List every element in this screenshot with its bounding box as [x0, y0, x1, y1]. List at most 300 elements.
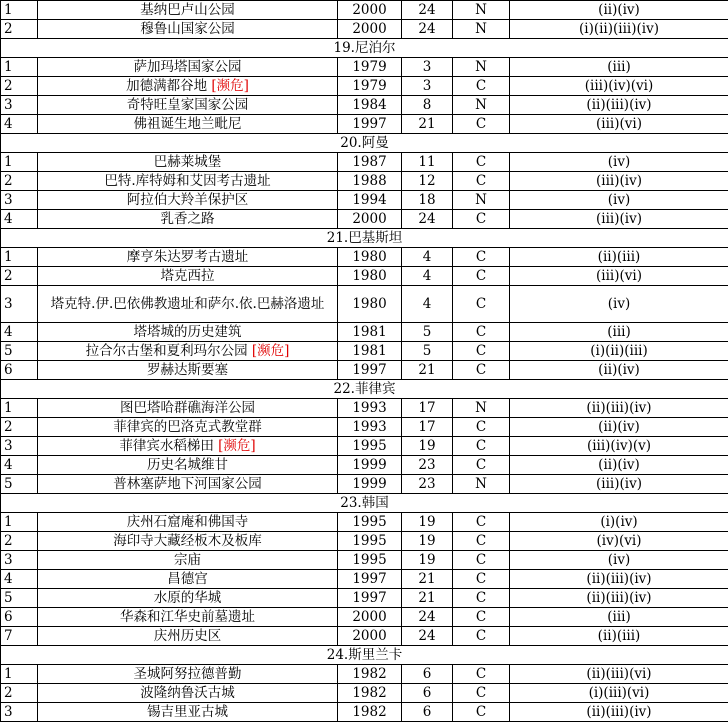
inscription-year-cell [338, 418, 402, 437]
inscription-year-cell [338, 399, 402, 418]
site-type-cell [453, 608, 510, 627]
criteria: (iv) [607, 153, 631, 170]
criteria: (iii)(vi) [596, 115, 642, 132]
criteria-cell [510, 58, 728, 77]
site-name-cell [38, 513, 338, 532]
site-type: C [475, 295, 487, 312]
session-number: 6 [422, 665, 432, 682]
site-name-cell [38, 153, 338, 172]
criteria-cell [510, 210, 728, 229]
site-name-cell [38, 475, 338, 494]
criteria-cell [510, 153, 728, 172]
site-type-cell [453, 342, 510, 361]
inscription-year: 1999 [352, 475, 387, 492]
site-type: C [475, 77, 487, 94]
session-number: 8 [422, 96, 432, 113]
section-title: 22.菲律宾 [1, 380, 728, 399]
site-type-cell [453, 418, 510, 437]
inscription-year-cell [338, 77, 402, 96]
inscription-year: 1997 [352, 361, 387, 378]
site-name: 阿拉伯大羚羊保护区 [126, 191, 249, 208]
table-row [1, 684, 728, 703]
criteria-cell [510, 589, 728, 608]
table-row [1, 475, 728, 494]
table-row [1, 172, 728, 191]
site-type-cell [453, 286, 510, 323]
session-number-cell [402, 532, 453, 551]
site-type-cell [453, 475, 510, 494]
site-name-cell [38, 456, 338, 475]
row-number-cell [1, 665, 38, 684]
inscription-year-cell [338, 323, 402, 342]
site-name-cell [38, 437, 338, 456]
site-name-cell [38, 248, 338, 267]
site-name-cell [38, 286, 338, 323]
site-type: C [475, 361, 487, 378]
row-number: 3 [4, 703, 13, 720]
site-type-cell [453, 589, 510, 608]
row-number: 4 [4, 210, 13, 227]
row-number: 6 [4, 361, 13, 378]
criteria-cell [510, 248, 728, 267]
criteria-cell [510, 286, 728, 323]
row-number: 4 [4, 115, 13, 132]
session-number: 17 [418, 418, 436, 435]
session-number-cell [402, 115, 453, 134]
site-name: 乳香之路 [160, 210, 215, 227]
inscription-year-cell [338, 665, 402, 684]
site-type-cell [453, 323, 510, 342]
inscription-year: 1997 [352, 115, 387, 132]
site-name: 庆州历史区 [153, 627, 222, 644]
session-number-cell [402, 418, 453, 437]
table-row [1, 248, 728, 267]
site-type: N [475, 399, 487, 416]
site-name-cell [38, 1, 338, 20]
row-number-cell [1, 399, 38, 418]
inscription-year: 1981 [352, 323, 387, 340]
table-row [1, 191, 728, 210]
session-number: 4 [422, 267, 432, 284]
table-row [1, 361, 728, 380]
inscription-year: 1980 [352, 295, 387, 312]
site-type-cell [453, 456, 510, 475]
session-number: 24 [418, 608, 436, 625]
inscription-year: 1979 [352, 77, 387, 94]
row-number-cell [1, 115, 38, 134]
row-number: 2 [4, 20, 13, 37]
inscription-year-cell [338, 267, 402, 286]
row-number: 3 [4, 295, 13, 312]
inscription-year-cell [338, 589, 402, 608]
site-name: 萨加玛塔国家公园 [133, 58, 242, 75]
site-name: 加德满都谷地 [126, 77, 208, 94]
site-name: 拉合尔古堡和夏利玛尔公园 [85, 342, 248, 359]
row-number: 6 [4, 608, 13, 625]
site-type-cell [453, 191, 510, 210]
criteria: (iv) [607, 191, 631, 208]
table-row [1, 286, 728, 323]
row-number: 2 [4, 77, 13, 94]
session-number: 21 [418, 361, 436, 378]
criteria-cell [510, 475, 728, 494]
criteria: (ii)(iv) [598, 361, 640, 378]
criteria: (iii)(iv) [596, 172, 642, 189]
criteria-cell [510, 1, 728, 20]
site-name-cell [38, 58, 338, 77]
section-header-row [1, 646, 728, 665]
site-name: 历史名城维甘 [147, 456, 228, 473]
site-type-cell [453, 1, 510, 20]
row-number-cell [1, 286, 38, 323]
session-number: 23 [418, 456, 436, 473]
site-type: N [475, 96, 487, 113]
criteria-cell [510, 20, 728, 39]
site-type: N [475, 58, 487, 75]
site-type: C [475, 589, 487, 606]
criteria-cell [510, 267, 728, 286]
table-row [1, 342, 728, 361]
site-type: C [475, 342, 487, 359]
site-type: N [475, 1, 487, 18]
site-type-cell [453, 627, 510, 646]
site-type: C [475, 115, 487, 132]
inscription-year: 2000 [352, 210, 387, 227]
criteria-cell [510, 115, 728, 134]
table-row [1, 608, 728, 627]
criteria-cell [510, 361, 728, 380]
endangered-tag: [濒危] [251, 342, 290, 359]
table-row [1, 1, 728, 20]
session-number-cell [402, 627, 453, 646]
site-name-cell [38, 323, 338, 342]
row-number-cell [1, 418, 38, 437]
table-row [1, 58, 728, 77]
site-type: N [475, 191, 487, 208]
table-row [1, 456, 728, 475]
criteria-cell [510, 513, 728, 532]
row-number: 4 [4, 570, 13, 587]
criteria: (ii)(iii)(iv) [586, 96, 652, 113]
site-name-cell [38, 191, 338, 210]
criteria: (iv) [607, 295, 631, 312]
site-type: C [475, 153, 487, 170]
row-number-cell [1, 323, 38, 342]
site-name-cell [38, 589, 338, 608]
inscription-year-cell [338, 210, 402, 229]
site-type: N [475, 475, 487, 492]
criteria: (ii)(iii)(vi) [586, 665, 652, 682]
inscription-year: 1987 [352, 153, 387, 170]
row-number: 5 [4, 475, 13, 492]
row-number-cell [1, 153, 38, 172]
site-name-cell [38, 532, 338, 551]
site-type: C [475, 210, 487, 227]
site-name-cell [38, 342, 338, 361]
session-number-cell [402, 684, 453, 703]
inscription-year: 2000 [352, 608, 387, 625]
site-name: 华森和江华史前墓遗址 [120, 608, 255, 625]
inscription-year-cell [338, 703, 402, 722]
session-number-cell [402, 551, 453, 570]
inscription-year: 1982 [352, 665, 387, 682]
row-number: 5 [4, 342, 13, 359]
site-type: C [475, 248, 487, 265]
site-name: 波隆纳鲁沃古城 [140, 684, 235, 701]
session-number-cell [402, 665, 453, 684]
criteria: (ii)(iii) [597, 627, 641, 644]
site-type-cell [453, 77, 510, 96]
session-number: 24 [418, 1, 436, 18]
session-number: 24 [418, 210, 436, 227]
row-number: 1 [4, 58, 13, 75]
criteria-cell [510, 532, 728, 551]
row-number: 2 [4, 267, 13, 284]
row-number-cell [1, 96, 38, 115]
row-number: 2 [4, 172, 13, 189]
site-type: N [475, 20, 487, 37]
criteria-cell [510, 627, 728, 646]
heritage-table-body [1, 1, 728, 722]
section-header-row [1, 229, 728, 248]
session-number-cell [402, 153, 453, 172]
site-name-cell [38, 665, 338, 684]
table-row [1, 399, 728, 418]
criteria: (iii)(iv) [596, 475, 642, 492]
site-type: C [475, 684, 487, 701]
site-type: C [475, 703, 487, 720]
endangered-tag: [濒危] [211, 77, 249, 94]
criteria-cell [510, 570, 728, 589]
site-type: C [475, 551, 487, 568]
table-row [1, 437, 728, 456]
criteria-cell [510, 456, 728, 475]
section-title: 21.巴基斯坦 [1, 229, 728, 248]
inscription-year-cell [338, 684, 402, 703]
session-number: 12 [418, 172, 436, 189]
inscription-year: 1997 [352, 589, 387, 606]
inscription-year: 1995 [352, 551, 387, 568]
criteria-cell [510, 77, 728, 96]
site-name: 巴赫莱城堡 [153, 153, 222, 170]
row-number-cell [1, 210, 38, 229]
session-number: 3 [422, 58, 432, 75]
site-name: 普林塞萨地下河国家公园 [113, 475, 262, 492]
section-title: 23.韩国 [1, 494, 728, 513]
site-type-cell [453, 551, 510, 570]
site-type-cell [453, 58, 510, 77]
criteria: (iii)(iv)(v) [586, 437, 652, 454]
site-name-cell [38, 703, 338, 722]
row-number: 1 [4, 513, 13, 530]
row-number-cell [1, 608, 38, 627]
site-type-cell [453, 399, 510, 418]
criteria: (i)(iii)(vi) [588, 684, 650, 701]
inscription-year-cell [338, 248, 402, 267]
section-header-row [1, 380, 728, 399]
row-number-cell [1, 342, 38, 361]
session-number-cell [402, 1, 453, 20]
site-name-cell [38, 361, 338, 380]
site-name-cell [38, 627, 338, 646]
row-number: 1 [4, 248, 13, 265]
inscription-year-cell [338, 191, 402, 210]
table-row [1, 532, 728, 551]
site-type-cell [453, 248, 510, 267]
session-number-cell [402, 172, 453, 191]
site-name: 宗庙 [174, 551, 201, 568]
session-number: 5 [422, 342, 432, 359]
criteria: (iii) [607, 323, 631, 340]
inscription-year-cell [338, 20, 402, 39]
criteria-cell [510, 399, 728, 418]
site-type-cell [453, 703, 510, 722]
criteria: (iii) [607, 58, 631, 75]
inscription-year: 1997 [352, 570, 387, 587]
inscription-year-cell [338, 532, 402, 551]
criteria: (iii)(iv)(vi) [584, 77, 654, 94]
row-number-cell [1, 570, 38, 589]
endangered-tag: [濒危] [218, 437, 256, 454]
row-number: 2 [4, 684, 13, 701]
inscription-year-cell [338, 286, 402, 323]
session-number-cell [402, 286, 453, 323]
table-row [1, 589, 728, 608]
session-number: 19 [418, 532, 436, 549]
site-type: C [475, 418, 487, 435]
table-row [1, 703, 728, 722]
row-number: 3 [4, 96, 13, 113]
row-number-cell [1, 20, 38, 39]
session-number: 19 [418, 437, 436, 454]
site-name-cell [38, 20, 338, 39]
row-number-cell [1, 684, 38, 703]
session-number-cell [402, 342, 453, 361]
session-number: 24 [418, 20, 436, 37]
session-number-cell [402, 570, 453, 589]
row-number: 2 [4, 418, 13, 435]
site-name: 巴特.库特姆和艾因考古遗址 [104, 172, 271, 189]
session-number: 21 [418, 570, 436, 587]
session-number-cell [402, 20, 453, 39]
criteria: (i)(ii)(iii) [590, 342, 648, 359]
table-row [1, 570, 728, 589]
row-number-cell [1, 532, 38, 551]
site-name: 圣城阿努拉德普勤 [133, 665, 242, 682]
site-type-cell [453, 267, 510, 286]
session-number: 21 [418, 115, 436, 132]
inscription-year: 2000 [352, 20, 387, 37]
site-type-cell [453, 437, 510, 456]
inscription-year: 1993 [352, 418, 387, 435]
inscription-year: 1980 [352, 248, 387, 265]
criteria: (ii)(iii) [597, 248, 641, 265]
table-row [1, 418, 728, 437]
criteria-cell [510, 191, 728, 210]
section-header-row [1, 494, 728, 513]
inscription-year-cell [338, 115, 402, 134]
site-type: C [475, 267, 487, 284]
inscription-year: 1988 [352, 172, 387, 189]
inscription-year-cell [338, 58, 402, 77]
site-type-cell [453, 153, 510, 172]
criteria-cell [510, 172, 728, 191]
site-name: 菲律宾水稻梯田 [119, 437, 214, 454]
table-row [1, 513, 728, 532]
criteria-cell [510, 342, 728, 361]
criteria-cell [510, 608, 728, 627]
session-number-cell [402, 267, 453, 286]
site-name-cell [38, 608, 338, 627]
session-number: 3 [422, 77, 432, 94]
inscription-year: 1980 [352, 267, 387, 284]
row-number: 1 [4, 1, 13, 18]
session-number-cell [402, 475, 453, 494]
site-name: 昌德宫 [167, 570, 208, 587]
criteria: (iii)(vi) [596, 267, 642, 284]
inscription-year-cell [338, 627, 402, 646]
inscription-year-cell [338, 172, 402, 191]
site-type-cell [453, 210, 510, 229]
session-number-cell [402, 589, 453, 608]
section-title: 19.尼泊尔 [1, 39, 728, 58]
session-number-cell [402, 361, 453, 380]
site-name: 图巴塔哈群礁海洋公园 [120, 399, 255, 416]
session-number-cell [402, 191, 453, 210]
site-name-cell [38, 115, 338, 134]
session-number-cell [402, 608, 453, 627]
inscription-year: 1979 [352, 58, 387, 75]
site-name: 海印寺大藏经板木及板库 [113, 532, 262, 549]
criteria: (i)(iv) [600, 513, 638, 530]
row-number-cell [1, 77, 38, 96]
table-row [1, 210, 728, 229]
session-number: 18 [418, 191, 436, 208]
session-number-cell [402, 210, 453, 229]
site-type-cell [453, 570, 510, 589]
row-number-cell [1, 551, 38, 570]
criteria: (ii)(iv) [598, 418, 640, 435]
session-number-cell [402, 58, 453, 77]
inscription-year: 1982 [352, 684, 387, 701]
site-name: 摩亨朱达罗考古遗址 [126, 248, 249, 265]
table-row [1, 665, 728, 684]
criteria: (ii)(iii)(iv) [586, 399, 652, 416]
session-number-cell [402, 248, 453, 267]
session-number-cell [402, 323, 453, 342]
inscription-year-cell [338, 437, 402, 456]
row-number-cell [1, 456, 38, 475]
criteria: (ii)(iv) [598, 456, 640, 473]
inscription-year-cell [338, 361, 402, 380]
row-number: 4 [4, 323, 13, 340]
row-number: 1 [4, 399, 13, 416]
criteria-cell [510, 323, 728, 342]
site-name-cell [38, 570, 338, 589]
row-number-cell [1, 191, 38, 210]
site-type: C [475, 437, 487, 454]
session-number: 21 [418, 589, 436, 606]
criteria-cell [510, 96, 728, 115]
site-type: C [475, 323, 487, 340]
table-row [1, 20, 728, 39]
site-type-cell [453, 115, 510, 134]
table-row [1, 267, 728, 286]
row-number: 2 [4, 532, 13, 549]
site-name: 庆州石窟庵和佛国寺 [126, 513, 249, 530]
inscription-year: 1995 [352, 437, 387, 454]
session-number: 11 [418, 153, 436, 170]
